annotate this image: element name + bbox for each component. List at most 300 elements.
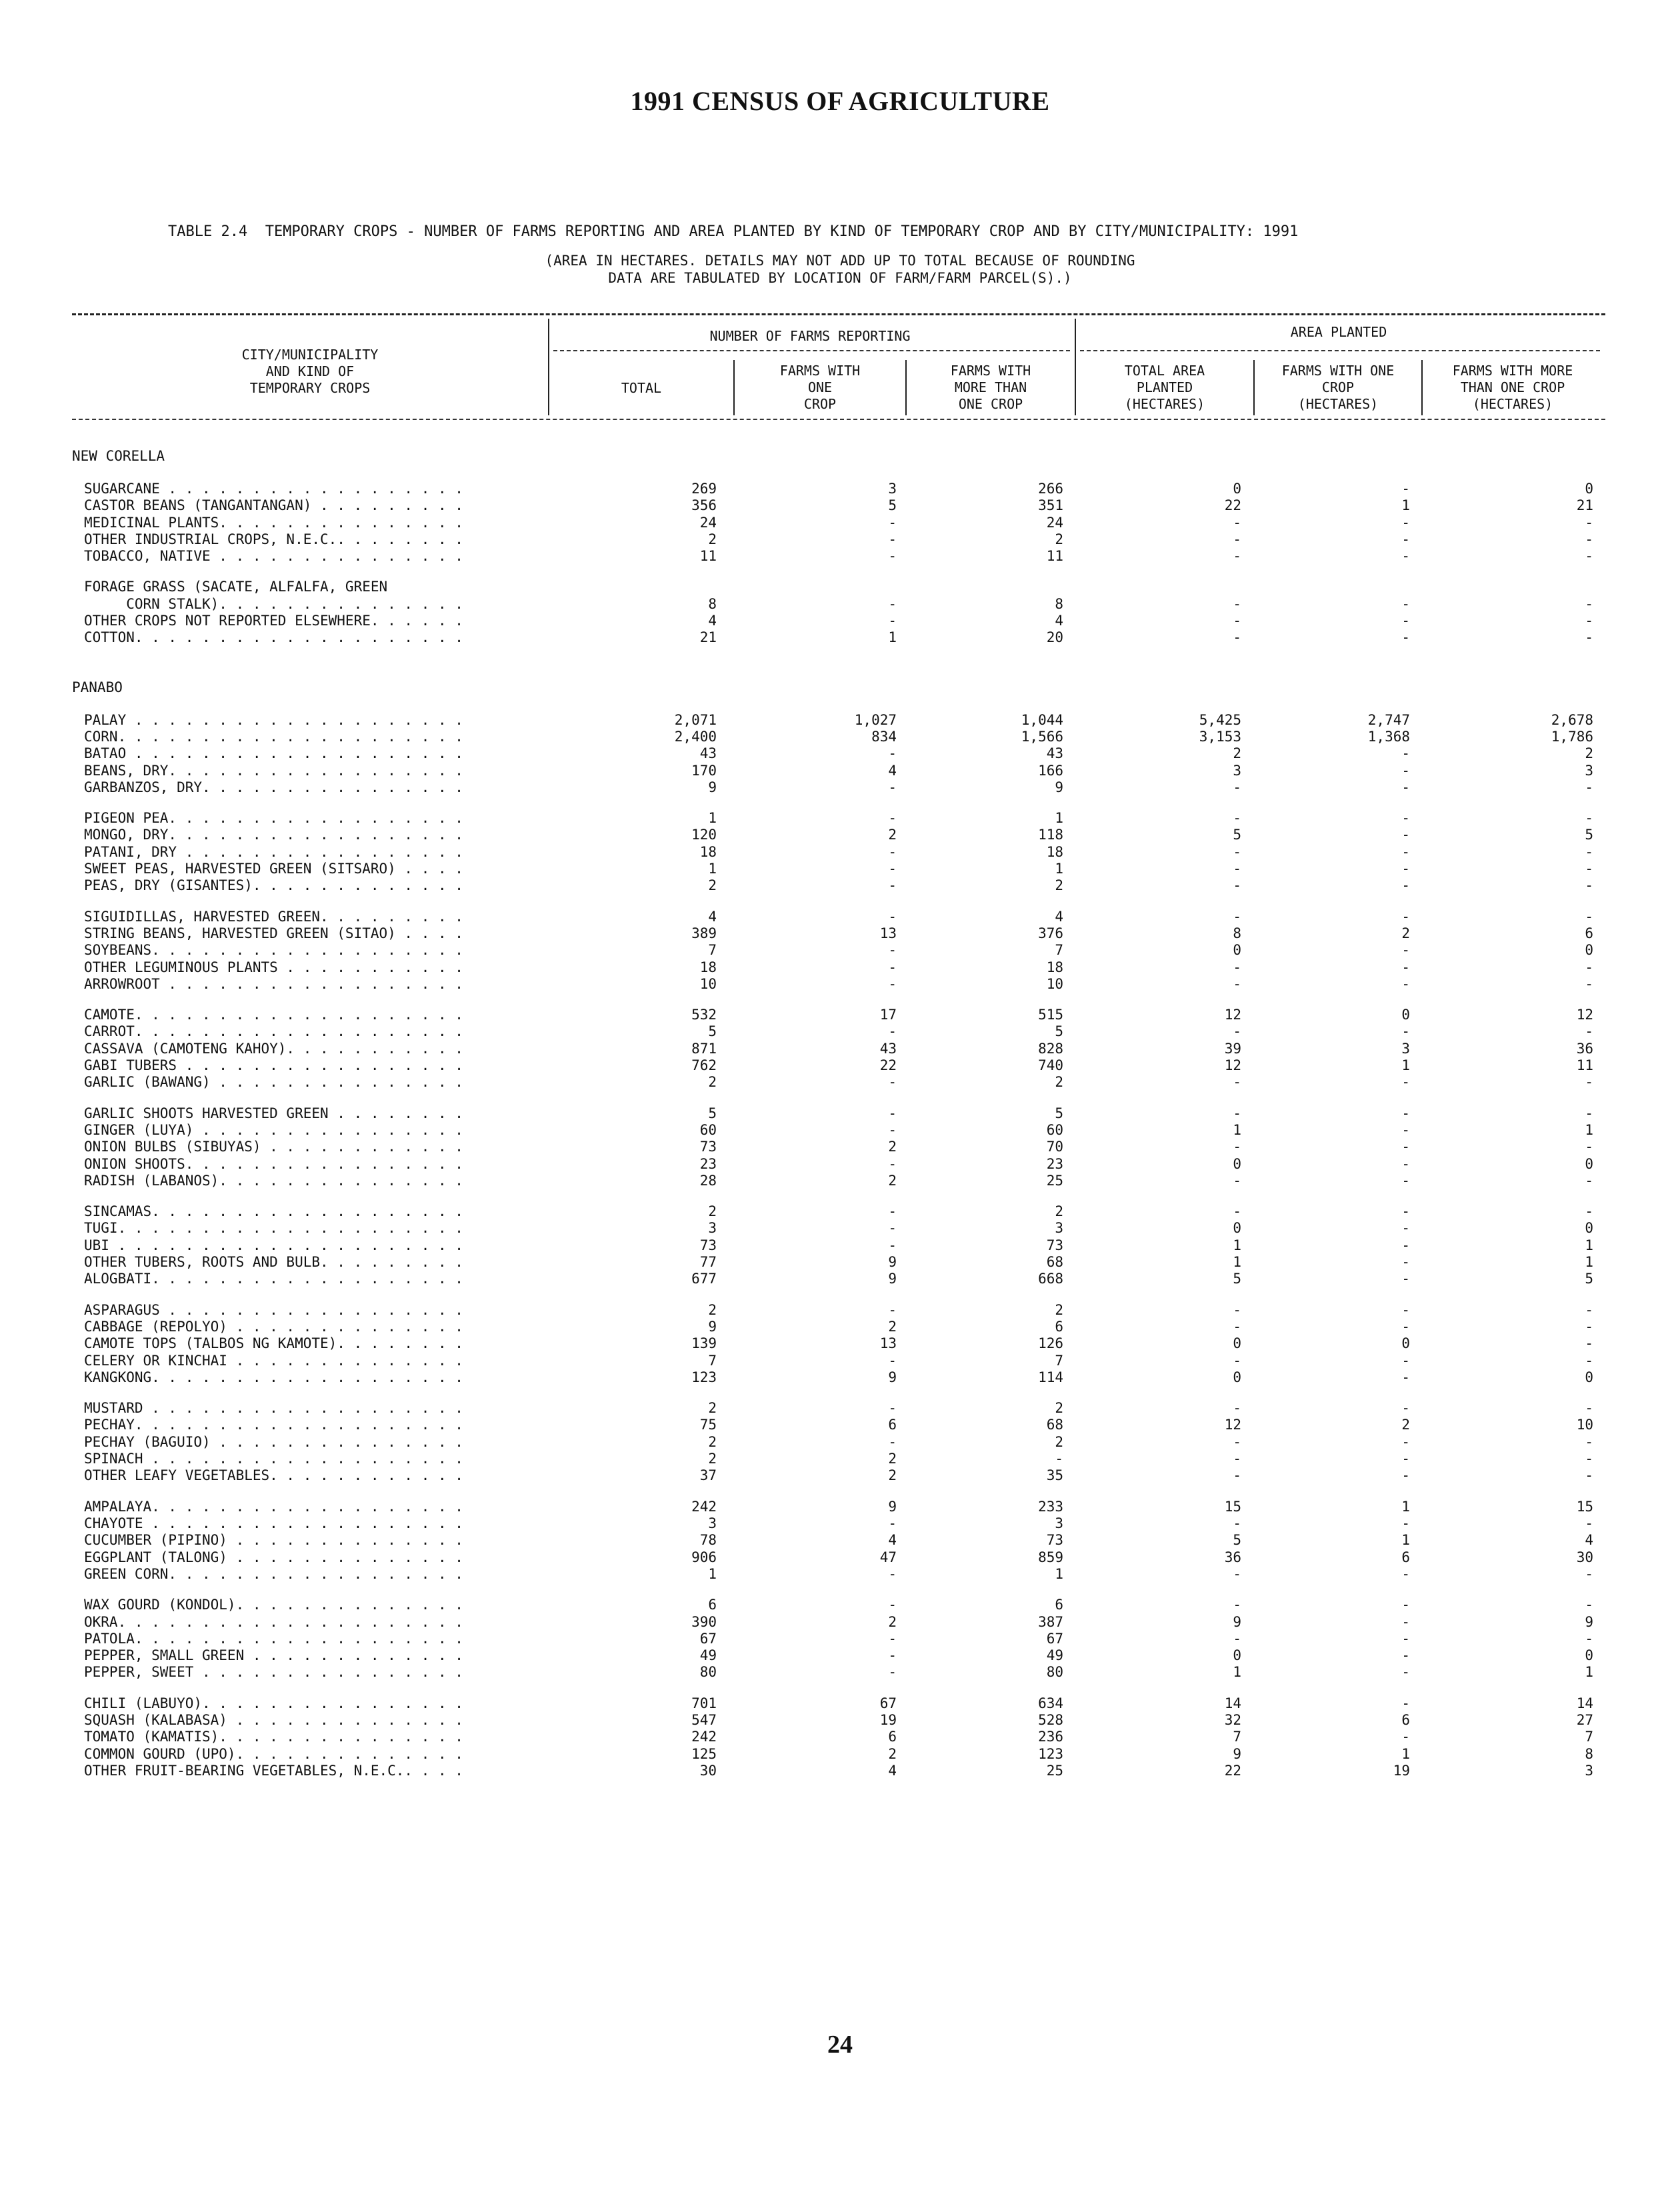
farms-one-crop-cell: 13 [879,1335,897,1351]
area-one-crop-cell: - [1401,877,1410,893]
total-farms-cell: 120 [691,827,717,843]
area-total-cell: - [1233,1451,1241,1467]
total-farms-cell: 2,071 [674,712,717,728]
crop-label: OTHER LEGUMINOUS PLANTS . . . . . . . . . . . [84,959,463,975]
area-more-crop-cell: 8 [1585,1746,1593,1762]
farms-more-crop-cell: 740 [1038,1057,1063,1073]
area-total-cell: 22 [1224,1763,1241,1779]
table-row [84,1318,1604,1335]
farms-one-crop-cell: 9 [888,1254,897,1270]
crop-label: CHAYOTE . . . . . . . . . . . . . . . . . . . [84,1515,463,1531]
table-row [84,1270,1604,1287]
area-one-crop-cell: 3 [1401,1041,1410,1057]
farms-one-crop-cell: - [888,1122,897,1138]
crop-label: KANGKONG. . . . . . . . . . . . . . . . . . . [84,1369,463,1385]
farms-more-crop-cell: 10 [1046,976,1063,992]
total-farms-cell: 2 [708,1203,717,1219]
farms-one-crop-cell: - [888,1434,897,1450]
farms-one-crop-cell: 1,027 [854,712,897,728]
farms-more-crop-cell: 2 [1055,1400,1063,1416]
farms-one-crop-cell: 2 [888,1614,897,1630]
area-total-cell: - [1233,1173,1241,1189]
area-total-cell: - [1233,596,1241,612]
farms-one-crop-cell: - [888,1220,897,1236]
header-group-area-planted: AREA PLANTED [1290,324,1387,340]
area-total-cell: - [1233,1566,1241,1582]
crop-label: SOYBEANS. . . . . . . . . . . . . . . . . . . [84,942,463,958]
total-farms-cell: 242 [691,1499,717,1515]
farms-one-crop-cell: - [888,1664,897,1680]
area-more-crop-cell: - [1585,877,1593,893]
total-farms-cell: 701 [691,1695,717,1711]
page-title: 1991 CENSUS OF AGRICULTURE [630,86,1050,116]
area-total-cell: 12 [1224,1007,1241,1023]
area-total-cell: 12 [1224,1417,1241,1433]
total-farms-cell: 123 [691,1369,717,1385]
table-row [84,1040,1604,1057]
farms-more-crop-cell: 166 [1038,763,1063,779]
area-total-cell: 5 [1233,1532,1241,1548]
area-more-crop-cell: 0 [1585,1369,1593,1385]
total-farms-cell: 2 [708,531,717,547]
table-row [84,1121,1604,1139]
farms-one-crop-cell: 4 [888,1532,897,1548]
crop-label: CORN. . . . . . . . . . . . . . . . . . . . . [84,729,463,745]
total-farms-cell: 9 [708,779,717,795]
crop-label: CUCUMBER (PIPINO) . . . . . . . . . . . . . . [84,1532,463,1548]
area-more-crop-cell: - [1585,1105,1593,1121]
table-row [84,1711,1604,1729]
table-row [84,1138,1604,1155]
farms-one-crop-cell: - [888,1203,897,1219]
area-more-crop-cell: - [1585,613,1593,629]
farms-one-crop-cell: 2 [888,1746,897,1762]
table-note-line: (AREA IN HECTARES. DETAILS MAY NOT ADD UP TO TOTAL BECAUSE OF ROUNDING [545,253,1135,269]
area-one-crop-cell: - [1401,1614,1410,1630]
total-farms-cell: 2 [708,1434,717,1450]
table-row [84,1613,1604,1631]
farms-one-crop-cell: 9 [888,1369,897,1385]
table-row [84,1498,1604,1515]
farms-more-crop-cell: 668 [1038,1271,1063,1287]
crop-label: SINCAMAS. . . . . . . . . . . . . . . . . . . [84,1203,463,1219]
crop-label: GARLIC SHOOTS HARVESTED GREEN . . . . . . . . [84,1105,463,1121]
table-row [84,578,1604,595]
header-farms-more-crop: FARMS WITH MORE THAN ONE CROP [950,363,1031,412]
crop-label: CAMOTE TOPS (TALBOS NG KAMOTE). . . . . . . . [84,1335,463,1351]
crop-label: CARROT. . . . . . . . . . . . . . . . . . . . [84,1023,463,1039]
crop-label: GARBANZOS, DRY. . . . . . . . . . . . . . . . [84,779,463,795]
area-total-cell: 9 [1233,1746,1241,1762]
area-one-crop-cell: - [1401,844,1410,860]
table-row [84,595,1604,613]
crop-label: SQUASH (KALABASA) . . . . . . . . . . . . . . [84,1712,463,1728]
area-total-cell: - [1233,1467,1241,1483]
crop-label: BATAO . . . . . . . . . . . . . . . . . . . . [84,745,463,761]
area-total-cell: - [1233,1203,1241,1219]
farms-more-crop-cell: 6 [1055,1319,1063,1335]
farms-one-crop-cell: 2 [888,1173,897,1189]
farms-more-crop-cell: 60 [1046,1122,1063,1138]
area-more-crop-cell: - [1585,1515,1593,1531]
area-total-cell: - [1233,515,1241,531]
farms-more-crop-cell: 3 [1055,1220,1063,1236]
farms-more-crop-cell: 2 [1055,1302,1063,1318]
area-total-cell: 39 [1224,1041,1241,1057]
area-one-crop-cell: - [1401,1369,1410,1385]
farms-one-crop-cell: 67 [879,1695,897,1711]
area-total-cell: - [1233,810,1241,826]
area-more-crop-cell: 36 [1576,1041,1593,1057]
total-farms-cell: 3 [708,1220,717,1236]
area-more-crop-cell: - [1585,1631,1593,1647]
farms-more-crop-cell: 18 [1046,844,1063,860]
farms-more-crop-cell: 859 [1038,1549,1063,1565]
area-total-cell: - [1233,613,1241,629]
total-farms-cell: 2 [708,1302,717,1318]
total-farms-cell: 18 [699,959,717,975]
farms-one-crop-cell: - [888,1237,897,1253]
table-row [84,547,1604,565]
area-one-crop-cell: - [1401,942,1410,958]
area-more-crop-cell: - [1585,1566,1593,1582]
farms-one-crop-cell: - [888,942,897,958]
farms-one-crop-cell: - [888,1074,897,1090]
crop-label: CASTOR BEANS (TANGANTANGAN) . . . . . . . . . [84,497,463,513]
area-one-crop-cell: - [1401,909,1410,925]
area-more-crop-cell: 10 [1576,1417,1593,1433]
area-total-cell: - [1233,877,1241,893]
area-one-crop-cell: - [1401,1729,1410,1745]
area-more-crop-cell: 1 [1585,1122,1593,1138]
total-farms-cell: 2 [708,1074,717,1090]
area-total-cell: 32 [1224,1712,1241,1728]
farms-more-crop-cell: 634 [1038,1695,1063,1711]
crop-label: FORAGE GRASS (SACATE, ALFALFA, GREEN [84,579,388,595]
crop-label: COTTON. . . . . . . . . . . . . . . . . . . . [84,629,463,645]
area-more-crop-cell: - [1585,1023,1593,1039]
area-total-cell: 0 [1233,1647,1241,1663]
area-total-cell: 0 [1233,1220,1241,1236]
area-more-crop-cell: - [1585,1434,1593,1450]
area-total-cell: - [1233,531,1241,547]
table-row [84,1219,1604,1237]
farms-one-crop-cell: - [888,810,897,826]
crop-label: PECHAY (BAGUIO) . . . . . . . . . . . . . . . [84,1434,463,1450]
total-farms-cell: 871 [691,1041,717,1057]
crop-label: OKRA. . . . . . . . . . . . . . . . . . . . . [84,1614,463,1630]
header-group-farms-reporting: NUMBER OF FARMS REPORTING [709,328,911,344]
area-more-crop-cell: - [1585,596,1593,612]
area-total-cell: - [1233,1353,1241,1369]
area-more-crop-cell: - [1585,548,1593,564]
area-one-crop-cell: - [1401,1515,1410,1531]
total-farms-cell: 3 [708,1515,717,1531]
total-farms-cell: 5 [708,1023,717,1039]
area-more-crop-cell: - [1585,909,1593,925]
farms-more-crop-cell: 266 [1038,481,1063,497]
area-more-crop-cell: 14 [1576,1695,1593,1711]
area-total-cell: 0 [1233,1156,1241,1172]
table-row [84,1596,1604,1613]
farms-one-crop-cell: 19 [879,1712,897,1728]
area-one-crop-cell: - [1401,1220,1410,1236]
total-farms-cell: 18 [699,844,717,860]
page-number: 24 [827,2031,853,2059]
area-total-cell: - [1233,1631,1241,1647]
crop-label: CORN STALK). . . . . . . . . . . . . . . [84,596,463,612]
crop-label: GREEN CORN. . . . . . . . . . . . . . . . . . [84,1566,463,1582]
table-row [84,1450,1604,1467]
area-more-crop-cell: 12 [1576,1007,1593,1023]
crop-label: AMPALAYA. . . . . . . . . . . . . . . . . . . [84,1499,463,1515]
farms-more-crop-cell: 1 [1055,1566,1063,1582]
crop-label: MEDICINAL PLANTS. . . . . . . . . . . . . . . [84,515,463,531]
crop-label: OTHER TUBERS, ROOTS AND BULB. . . . . . . . . [84,1254,463,1270]
table-row [84,959,1604,976]
table-row [84,1253,1604,1271]
total-farms-cell: 30 [699,1763,717,1779]
farms-more-crop-cell: 11 [1046,548,1063,564]
table-row [84,843,1604,861]
table-row [84,809,1604,827]
area-total-cell: 1 [1233,1122,1241,1138]
group-underline [1080,350,1600,351]
total-farms-cell: 8 [708,596,717,612]
total-farms-cell: 242 [691,1729,717,1745]
total-farms-cell: 139 [691,1335,717,1351]
area-one-crop-cell: - [1401,1156,1410,1172]
table-row [84,1073,1604,1091]
area-one-crop-cell: - [1401,1139,1410,1155]
area-total-cell: - [1233,548,1241,564]
crop-label: SIGUIDILLAS, HARVESTED GREEN. . . . . . . . . [84,909,463,925]
header-top-rule [72,313,1605,315]
farms-more-crop-cell: 18 [1046,959,1063,975]
farms-one-crop-cell: - [888,1631,897,1647]
area-more-crop-cell: 2 [1585,745,1593,761]
area-one-crop-cell: 2 [1401,925,1410,941]
area-total-cell: - [1233,1074,1241,1090]
area-one-crop-cell: - [1401,1631,1410,1647]
total-farms-cell: 23 [699,1156,717,1172]
farms-one-crop-cell: 4 [888,763,897,779]
area-total-cell: 14 [1224,1695,1241,1711]
total-farms-cell: 73 [699,1237,717,1253]
area-one-crop-cell: 1 [1401,1532,1410,1548]
total-farms-cell: 11 [699,548,717,564]
area-more-crop-cell: - [1585,1173,1593,1189]
area-one-crop-cell: - [1401,1203,1410,1219]
total-farms-cell: 2 [708,877,717,893]
table-row [84,1728,1604,1745]
total-farms-cell: 5 [708,1105,717,1121]
table-row [84,941,1604,959]
farms-more-crop-cell: 1,044 [1021,712,1063,728]
farms-more-crop-cell: 5 [1055,1105,1063,1121]
area-total-cell: 8 [1233,925,1241,941]
farms-more-crop-cell: 80 [1046,1664,1063,1680]
total-farms-cell: 49 [699,1647,717,1663]
farms-more-crop-cell: 515 [1038,1007,1063,1023]
area-total-cell: - [1233,1302,1241,1318]
farms-one-crop-cell: - [888,1353,897,1369]
total-farms-cell: 73 [699,1139,717,1155]
table-row [84,1369,1604,1386]
area-more-crop-cell: 4 [1585,1532,1593,1548]
area-one-crop-cell: - [1401,548,1410,564]
farms-one-crop-cell: 5 [888,497,897,513]
crop-label: PALAY . . . . . . . . . . . . . . . . . . . . [84,712,463,728]
farms-more-crop-cell: 1,566 [1021,729,1063,745]
area-more-crop-cell: - [1585,1074,1593,1090]
farms-more-crop-cell: 828 [1038,1041,1063,1057]
area-total-cell: 1 [1233,1254,1241,1270]
area-more-crop-cell: 15 [1576,1499,1593,1515]
area-more-crop-cell: - [1585,1353,1593,1369]
farms-more-crop-cell: 2 [1055,1434,1063,1450]
table-row [84,612,1604,629]
table-row [84,728,1604,745]
area-more-crop-cell: - [1585,861,1593,877]
farms-more-crop-cell: 2 [1055,1203,1063,1219]
total-farms-cell: 10 [699,976,717,992]
table-row [84,925,1604,942]
total-farms-cell: 1 [708,810,717,826]
farms-more-crop-cell: 123 [1038,1746,1063,1762]
farms-more-crop-cell: 24 [1046,515,1063,531]
area-one-crop-cell: - [1401,1434,1410,1450]
farms-more-crop-cell: 387 [1038,1614,1063,1630]
area-one-crop-cell: - [1401,1353,1410,1369]
farms-more-crop-cell: 68 [1046,1417,1063,1433]
area-one-crop-cell: - [1401,1173,1410,1189]
total-farms-cell: 532 [691,1007,717,1023]
area-one-crop-cell: - [1401,1400,1410,1416]
area-total-cell: 0 [1233,481,1241,497]
farms-more-crop-cell: 6 [1055,1597,1063,1613]
area-one-crop-cell: - [1401,810,1410,826]
crop-label: CHILI (LABUYO). . . . . . . . . . . . . . . . [84,1695,463,1711]
crop-label: CABBAGE (REPOLYO) . . . . . . . . . . . . . . [84,1319,463,1335]
area-one-crop-cell: 1 [1401,1499,1410,1515]
header-bottom-rule [72,419,1605,420]
area-more-crop-cell: - [1585,810,1593,826]
farms-one-crop-cell: 9 [888,1499,897,1515]
area-more-crop-cell: - [1585,1335,1593,1351]
table-row [84,762,1604,779]
farms-more-crop-cell: 351 [1038,497,1063,513]
area-one-crop-cell: - [1401,1695,1410,1711]
farms-more-crop-cell: 2 [1055,1074,1063,1090]
area-more-crop-cell: 5 [1585,827,1593,843]
farms-more-crop-cell: 70 [1046,1139,1063,1155]
area-more-crop-cell: 1,786 [1551,729,1593,745]
area-total-cell: 3,153 [1199,729,1241,745]
farms-one-crop-cell: 17 [879,1007,897,1023]
farms-one-crop-cell: - [888,515,897,531]
crop-label: WAX GOURD (KONDOL). . . . . . . . . . . . . . [84,1597,463,1613]
area-more-crop-cell: - [1585,1451,1593,1467]
area-one-crop-cell: - [1401,1023,1410,1039]
table-row [84,514,1604,531]
crop-label: TUGI. . . . . . . . . . . . . . . . . . . . . [84,1220,463,1236]
total-farms-cell: 9 [708,1319,717,1335]
area-more-crop-cell: 0 [1585,942,1593,958]
area-more-crop-cell: - [1585,515,1593,531]
total-farms-cell: 170 [691,763,717,779]
total-farms-cell: 2,400 [674,729,717,745]
area-one-crop-cell: 6 [1401,1549,1410,1565]
section-title: NEW CORELLA [72,448,165,464]
farms-more-crop-cell: 25 [1046,1763,1063,1779]
crop-label: GARLIC (BAWANG) . . . . . . . . . . . . . . . [84,1074,463,1090]
table-row [84,1515,1604,1532]
area-one-crop-cell: - [1401,1254,1410,1270]
area-more-crop-cell: - [1585,959,1593,975]
area-one-crop-cell: - [1401,763,1410,779]
crop-label: TOBACCO, NATIVE . . . . . . . . . . . . . . . [84,548,463,564]
area-total-cell: - [1233,1515,1241,1531]
farms-one-crop-cell: - [888,779,897,795]
area-more-crop-cell: - [1585,1400,1593,1416]
table-caption: TABLE 2.4 TEMPORARY CROPS - NUMBER OF FARMS REPORTING AND AREA PLANTED BY KIND OF TEMPORARY CROP AND BY CITY/MUNICIPALITY: 1991 [168,223,1299,240]
table-row [84,779,1604,796]
farms-more-crop-cell: 2 [1055,877,1063,893]
total-farms-cell: 4 [708,909,717,925]
total-farms-cell: 75 [699,1417,717,1433]
farms-one-crop-cell: - [888,1597,897,1613]
area-total-cell: - [1233,1139,1241,1155]
area-one-crop-cell: - [1401,1319,1410,1335]
area-total-cell: 3 [1233,763,1241,779]
area-more-crop-cell: 0 [1585,1156,1593,1172]
section-title: PANABO [72,679,123,695]
crop-label: ONION SHOOTS. . . . . . . . . . . . . . . . . [84,1156,463,1172]
area-more-crop-cell: - [1585,531,1593,547]
farms-more-crop-cell: 376 [1038,925,1063,941]
area-total-cell: 0 [1233,1369,1241,1385]
table-note-line: DATA ARE TABULATED BY LOCATION OF FARM/FARM PARCEL(S).) [608,270,1072,286]
area-one-crop-cell: - [1401,779,1410,795]
table-row [84,1647,1604,1664]
table-row [84,1630,1604,1647]
area-one-crop-cell: - [1401,1237,1410,1253]
crop-label: COMMON GOURD (UPO). . . . . . . . . . . . . . [84,1746,463,1762]
table-row [84,1023,1604,1040]
farms-more-crop-cell: 1 [1055,810,1063,826]
farms-one-crop-cell: - [888,1105,897,1121]
area-total-cell: - [1233,629,1241,645]
area-one-crop-cell: - [1401,1664,1410,1680]
area-one-crop-cell: 2,747 [1367,712,1410,728]
crop-label: SWEET PEAS, HARVESTED GREEN (SITSARO) . . . . [84,861,463,877]
farms-more-crop-cell: 233 [1038,1499,1063,1515]
table-row [84,1399,1604,1417]
total-farms-cell: 1 [708,1566,717,1582]
crop-label: OTHER INDUSTRIAL CROPS, N.E.C.. . . . . . . . [84,531,463,547]
farms-more-crop-cell: 9 [1055,779,1063,795]
farms-more-crop-cell: 49 [1046,1647,1063,1663]
farms-one-crop-cell: - [888,596,897,612]
table-row [84,1006,1604,1023]
crop-label: RADISH (LABANOS). . . . . . . . . . . . . . . [84,1173,463,1189]
farms-more-crop-cell: 8 [1055,596,1063,612]
total-farms-cell: 547 [691,1712,717,1728]
farms-one-crop-cell: 1 [888,629,897,645]
farms-one-crop-cell: - [888,745,897,761]
area-one-crop-cell: - [1401,1271,1410,1287]
